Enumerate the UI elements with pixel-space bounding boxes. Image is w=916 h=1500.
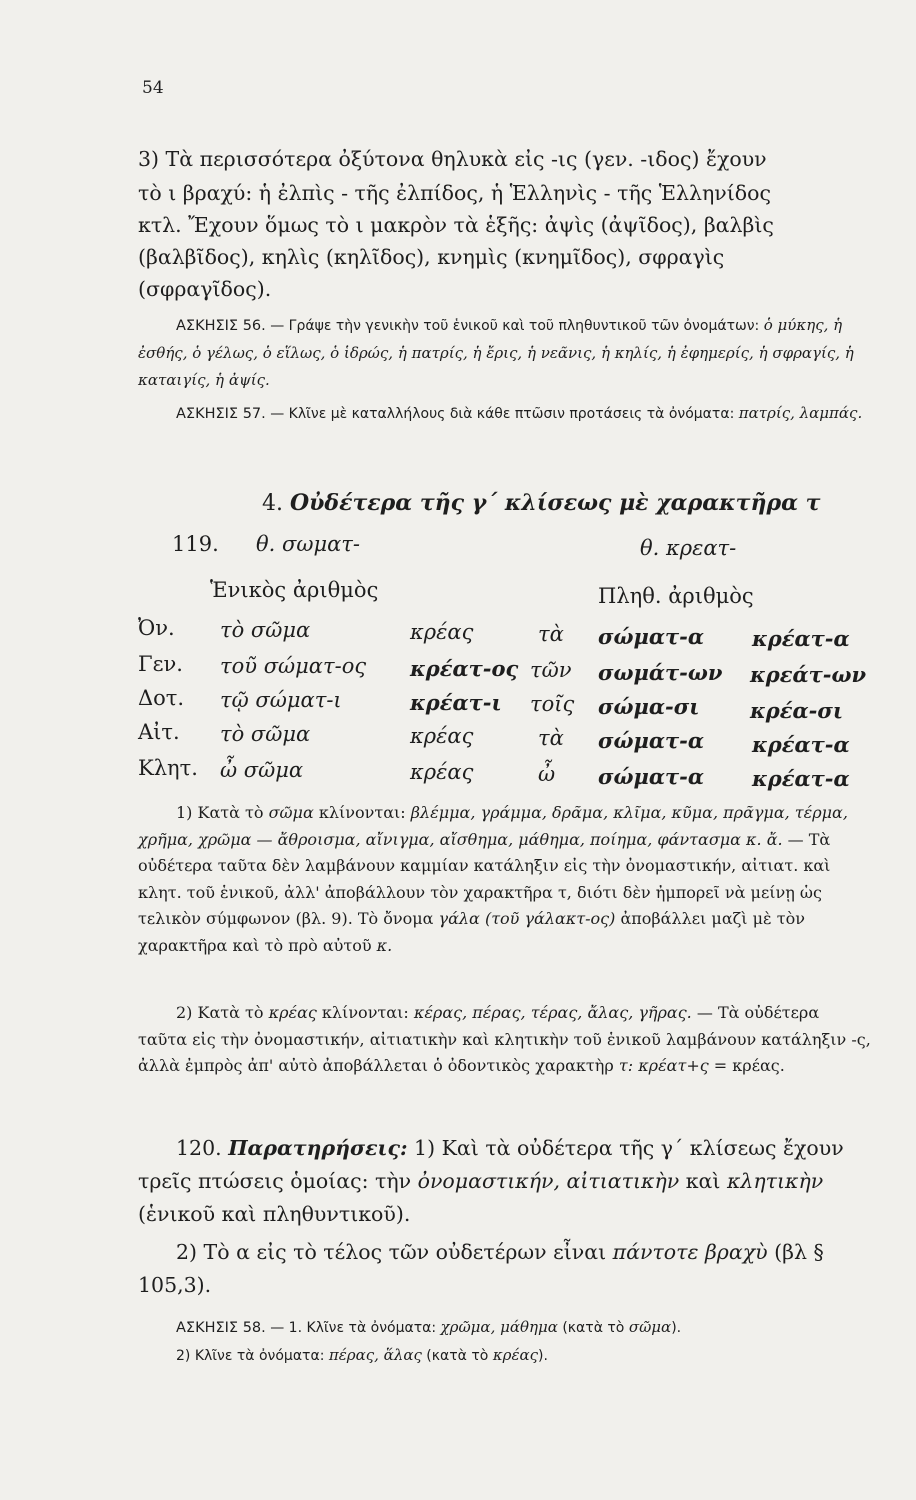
rule-3-line: (βαλβῖδος), κηλὶς (κηλῖδος), κνημὶς (κνημῖδος), σφραγὶς <box>138 245 725 269</box>
singular-form-soma: τοῦ σώματ-ος <box>220 654 367 678</box>
observation-1-vocative: κλητικὴν <box>726 1169 824 1193</box>
note-2-lead: 2) Κατὰ τὸ <box>176 1003 269 1022</box>
observation-120-point-1 <box>138 1132 868 1231</box>
note-1-explanation: — Τὰ οὐδέτερα ταῦτα δὲν λαμβάνουν καμμίαν κατάληξιν εἰς τὴν ὀνομαστικήν, αἰτιατ. καὶ κλητ. τοῦ ἑνικοῦ, ἀλλ' ἀποβάλλουν τὸν χαρακτῆρα τ, διότι δὲν ἠμπορεῖ νὰ μείνῃ ὡς τελικὸν σύμφωνον (βλ. 9). Τὸ ὄνομα <box>138 829 831 928</box>
case-label: Δοτ. <box>138 686 185 710</box>
plural-form-kreas: κρεάτ-ων <box>750 662 867 687</box>
plural-form-kreas: κρέατ-α <box>752 626 850 651</box>
exercise-58-model: σῶμα <box>628 1318 672 1336</box>
note-1-words: βλέμμα, γράμμα, δρᾶμα, κλῖμα, κῦμα, πρᾶγμα, τέρμα, χρῆμα, χρῶμα — ἄθροισμα, αἴνιγμα, αἴσθημα, μάθημα, ποίημα, φάντασμα κ. ἄ. <box>138 803 848 849</box>
plural-header: Πληθ. ἀριθμὸς <box>598 584 754 608</box>
exercise-56-words: ὁ μύκης, ἡ ἐσθής, ὁ γέλως, ὁ εἵλως, ὁ ἱδρώς, ἡ πατρίς, ἡ ἔρις, ἡ νεᾶνις, ἡ κηλίς, ἡ ἐφημερίς, ἡ σφραγίς, ἡ καταιγίς, ἡ ἀψίς. <box>138 316 854 389</box>
note-1-explanation-end: ἀποβάλλει μαζὶ μὲ τὸν χαρακτῆρα καὶ τὸ πρὸ αὐτοῦ <box>138 909 805 955</box>
singular-form-soma: τὸ σῶμα <box>220 618 311 642</box>
plural-article: τὰ <box>538 622 564 646</box>
section-number: 4. <box>262 491 283 516</box>
exercise-56-label: ΑΣΚΗΣΙΣ 56. <box>176 318 266 334</box>
singular-form-soma: τὸ σῶμα <box>220 722 311 746</box>
case-label: Γεν. <box>138 652 183 676</box>
exercise-56-instruction: — Γράψε τὴν γενικὴν τοῦ ἑνικοῦ καὶ τοῦ πληθυντικοῦ τῶν ὀνομάτων: <box>265 318 764 334</box>
exercise-58-instruction-2: 2) Κλῖνε τὰ ὀνόματα: <box>176 1348 329 1364</box>
rule-3-line: (σφραγῖδος). <box>138 277 272 301</box>
case-label: Αἰτ. <box>138 720 180 744</box>
plural-article: τοῖς <box>530 692 575 716</box>
singular-form-kreas: κρέας <box>410 724 474 748</box>
exercise-58 <box>176 1314 876 1370</box>
observation-title: Παρατηρήσεις: <box>228 1136 408 1160</box>
exercise-58-line-1 <box>176 1314 876 1342</box>
plural-form-soma: σώματ-α <box>598 624 705 649</box>
note-2 <box>138 1000 872 1080</box>
note-2-formula: τ: κρέατ+ς <box>618 1056 709 1075</box>
note-2-model: κρέας <box>268 1003 317 1022</box>
singular-form-soma: ὦ σῶμα <box>220 758 304 782</box>
note-2-mid: κλίνονται: <box>316 1003 414 1022</box>
exercise-57-instruction: — Κλῖνε μὲ καταλλήλους διὰ κάθε πτῶσιν προτάσεις τὰ ὀνόματα: <box>265 406 739 422</box>
stem-kreas: θ. κρεατ- <box>640 536 737 560</box>
page-number: 54 <box>142 78 164 98</box>
section-title: Οὐδέτερα τῆς γ΄ κλίσεως μὲ χαρακτῆρα τ <box>290 490 821 516</box>
singular-form-kreas: κρέατ-ι <box>410 690 502 715</box>
exercise-58-close: ). <box>671 1320 682 1336</box>
observation-1-and: καὶ <box>679 1169 727 1193</box>
singular-form-kreas: κρέατ-ος <box>410 656 519 681</box>
note-2-result: = κρέας. <box>708 1056 785 1075</box>
exercise-57-label: ΑΣΚΗΣΙΣ 57. <box>176 406 266 422</box>
plural-form-soma: σώματ-α <box>598 764 705 789</box>
exercise-58-instruction: — 1. Κλῖνε τὰ ὀνόματα: <box>265 1320 441 1336</box>
case-label: Κλητ. <box>138 756 198 780</box>
exercise-58-line-2 <box>176 1342 876 1370</box>
note-2-explanation: — Τὰ οὐδέτερα ταῦτα εἰς τὴν ὀνομαστικήν, αἰτιατικὴν καὶ κλητικὴν τοῦ ἑνικοῦ λαμβάνουν κατάληξιν -ς, ἀλλὰ ἐμπρὸς ἀπ' αὐτὸ ἀποβάλλεται ὁ ὀδοντικὸς χαρακτὴρ <box>138 1003 871 1075</box>
exercise-58-model-lead: (κατὰ τὸ <box>557 1320 629 1336</box>
plural-article: τῶν <box>530 658 572 682</box>
plural-article: ὦ <box>538 762 556 786</box>
note-1-mid: κλίνονται: <box>313 803 411 822</box>
note-1 <box>138 800 872 959</box>
plural-form-soma: σώματ-α <box>598 728 705 753</box>
singular-form-kreas: κρέας <box>410 760 474 784</box>
observation-1-end: (ἑνικοῦ καὶ πληθυντικοῦ). <box>138 1202 411 1226</box>
singular-header: Ἑνικὸς ἀριθμὸς <box>210 578 379 602</box>
section-heading <box>262 490 820 516</box>
case-label: Ὀν. <box>138 616 175 640</box>
observation-1-cases: ὀνομαστικήν, αἰτιατικὴν <box>417 1169 680 1193</box>
rule-3-line: τὸ ι βραχύ: ἡ ἐλπὶς - τῆς ἐλπίδος, ἡ Ἑλληνὶς - τῆς Ἑλληνίδος <box>138 181 771 205</box>
exercise-58-model-lead-2: (κατὰ τὸ <box>421 1348 493 1364</box>
stem-soma: θ. σωματ- <box>256 532 360 556</box>
note-1-gala: γάλα (τοῦ γάλακτ-ος) <box>438 909 616 928</box>
note-1-kappa: κ. <box>376 935 393 955</box>
plural-form-kreas: κρέα-σι <box>750 698 843 723</box>
observation-2-emphasis: πάντοτε βραχὺ <box>612 1240 768 1264</box>
observation-2-text: 2) Τὸ α εἰς τὸ τέλος τῶν οὐδετέρων εἶναι <box>176 1240 613 1264</box>
note-1-lead: 1) Κατὰ τὸ <box>176 803 269 822</box>
exercise-58-close-2: ). <box>538 1348 548 1364</box>
plural-form-kreas: κρέατ-α <box>752 766 850 791</box>
observation-number: 120. <box>176 1136 222 1160</box>
exercise-56 <box>138 312 872 394</box>
paradigm-number: 119. <box>172 532 219 556</box>
singular-form-kreas: κρέας <box>410 620 474 644</box>
note-1-model: σῶμα <box>268 803 314 822</box>
exercise-58-label: ΑΣΚΗΣΙΣ 58. <box>176 1320 266 1336</box>
exercise-57 <box>138 400 872 428</box>
plural-article: τὰ <box>538 726 564 750</box>
observation-120-point-2 <box>138 1236 868 1302</box>
rule-3-line: 3) Τὰ περισσότερα ὀξύτονα θηλυκὰ εἰς -ις (γεν. -ιδος) ἔχουν <box>138 147 767 171</box>
plural-form-soma: σώμα-σι <box>598 694 700 719</box>
observation-2-ref: (βλ § 105,3). <box>138 1240 824 1297</box>
exercise-58-words-2: πέρας, ἅλας <box>328 1346 422 1364</box>
plural-form-kreas: κρέατ-α <box>752 732 850 757</box>
singular-form-soma: τῷ σώματ-ι <box>220 688 342 712</box>
observation-1-text: 1) Καὶ τὰ οὐδέτερα τῆς γ΄ κλίσεως ἔχουν τρεῖς πτώσεις ὁμοίας: τὴν <box>138 1136 844 1193</box>
rule-3-line: κτλ. Ἔχουν ὅμως τὸ ι μακρὸν τὰ ἑξῆς: ἀψὶς (ἀψῖδος), βαλβὶς <box>138 213 774 237</box>
exercise-58-words: χρῶμα, μάθημα <box>440 1318 558 1336</box>
plural-form-soma: σωμάτ-ων <box>598 660 723 685</box>
exercise-57-words: πατρίς, λαμπάς. <box>738 404 863 422</box>
note-2-words: κέρας, πέρας, τέρας, ἄλας, γῆρας. <box>413 1003 692 1022</box>
exercise-58-model-2: κρέας <box>492 1346 539 1364</box>
